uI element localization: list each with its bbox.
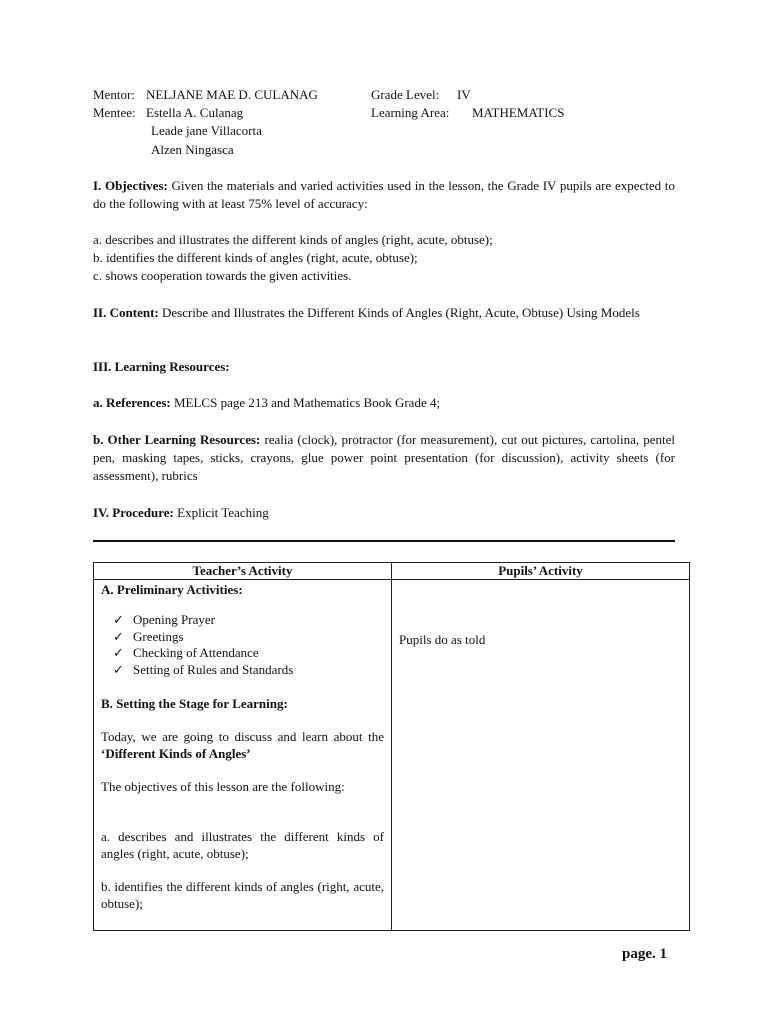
- content-paragraph: [93, 304, 675, 322]
- other-resources-paragraph: [93, 431, 675, 485]
- pupils-response: Pupils do as told: [399, 632, 486, 647]
- setting-stage-paragraph: [101, 728, 384, 762]
- pupils-activity-cell: [392, 580, 690, 931]
- list-item: [113, 662, 384, 679]
- learning-area-label: Learning Area:: [371, 105, 450, 120]
- checkmark-icon: ✓: [113, 662, 124, 678]
- objectives-paragraph: [93, 177, 675, 213]
- page-number: page. 1: [622, 946, 667, 962]
- teacher-activity-cell: [94, 580, 392, 931]
- preliminary-item-label: Greetings: [133, 628, 184, 644]
- grade-level-value: IV: [457, 87, 471, 102]
- objective-item-b: b. identifies the different kinds of angles (right, acute, obtuse);: [93, 250, 418, 265]
- mentor-label: Mentor:: [93, 87, 135, 102]
- objectives-intro: Given the materials and varied activities used in the lesson, the Grade IV pupils are expected to do the following with at least 75% level of accuracy:: [93, 178, 675, 211]
- checkmark-icon: ✓: [113, 628, 124, 644]
- checkmark-icon: ✓: [113, 645, 124, 661]
- list-item: [113, 645, 384, 662]
- grade-level-label: Grade Level:: [371, 87, 440, 102]
- preliminary-heading: A. Preliminary Activities:: [101, 582, 243, 597]
- procedure-line: [93, 504, 269, 522]
- preliminary-item-label: Opening Prayer: [133, 612, 215, 627]
- objectives-heading: I. Objectives:: [93, 178, 168, 193]
- mentor-name: NELJANE MAE D. CULANAG: [146, 87, 318, 102]
- learning-area-value: MATHEMATICS: [472, 105, 565, 120]
- procedure-heading: IV. Procedure:: [93, 505, 174, 520]
- section-divider: [93, 540, 675, 542]
- other-resources-text: realia (clock), protractor (for measurement), cut out pictures, cartolina, pentel pen, masking tapes, sticks, crayons, glue power point presentation (for discussion), activity sheets (for assessment), rubrics: [93, 432, 675, 483]
- content-text: Describe and Illustrates the Different Kinds of Angles (Right, Acute, Obtuse) Using Models: [161, 305, 640, 320]
- mentee-name-2: Leade jane Villacorta: [151, 123, 262, 138]
- table-header-row: [94, 563, 690, 580]
- preliminary-item-label: Setting of Rules and Standards: [133, 662, 294, 678]
- procedure-text: Explicit Teaching: [177, 505, 269, 520]
- mentee-name-1: Estella A. Culanag: [146, 105, 244, 120]
- other-resources-label: b. Other Learning Resources:: [93, 432, 261, 447]
- lesson-objectives-intro: The objectives of this lesson are the following:: [101, 778, 345, 794]
- mentee-label: Mentee:: [93, 105, 136, 120]
- preliminary-item-label: Checking of Attendance: [133, 645, 259, 661]
- objective-item-a: a. describes and illustrates the different kinds of angles (right, acute, obtuse);: [93, 232, 493, 247]
- list-item: [113, 612, 384, 629]
- references-label: a. References:: [93, 395, 171, 410]
- preliminary-checklist: [101, 612, 384, 679]
- references-text: MELCS page 213 and Mathematics Book Grade 4;: [173, 395, 441, 410]
- procedure-table: [93, 562, 690, 931]
- setting-stage-topic: ‘Different Kinds of Angles’: [101, 745, 251, 761]
- table-row: [94, 580, 690, 931]
- setting-stage-intro: Today, we are going to discuss and learn about the: [101, 728, 384, 744]
- mentee-name-3: Alzen Ningasca: [151, 142, 234, 157]
- list-item: [113, 629, 384, 646]
- setting-stage-heading: B. Setting the Stage for Learning:: [101, 695, 288, 711]
- objective-item-c: c. shows cooperation towards the given activities.: [93, 268, 352, 283]
- checkmark-icon: ✓: [113, 612, 124, 627]
- content-heading: II. Content:: [93, 305, 159, 320]
- references-paragraph: [93, 394, 675, 412]
- pupils-activity-header: Pupils’ Activity: [392, 563, 690, 580]
- lesson-objective-b: b. identifies the different kinds of angles (right, acute, obtuse);: [101, 878, 384, 911]
- resources-heading: III. Learning Resources:: [93, 359, 230, 374]
- lesson-objective-a: a. describes and illustrates the different kinds of angles (right, acute, obtuse);: [101, 828, 384, 861]
- teacher-activity-header: Teacher’s Activity: [94, 563, 392, 580]
